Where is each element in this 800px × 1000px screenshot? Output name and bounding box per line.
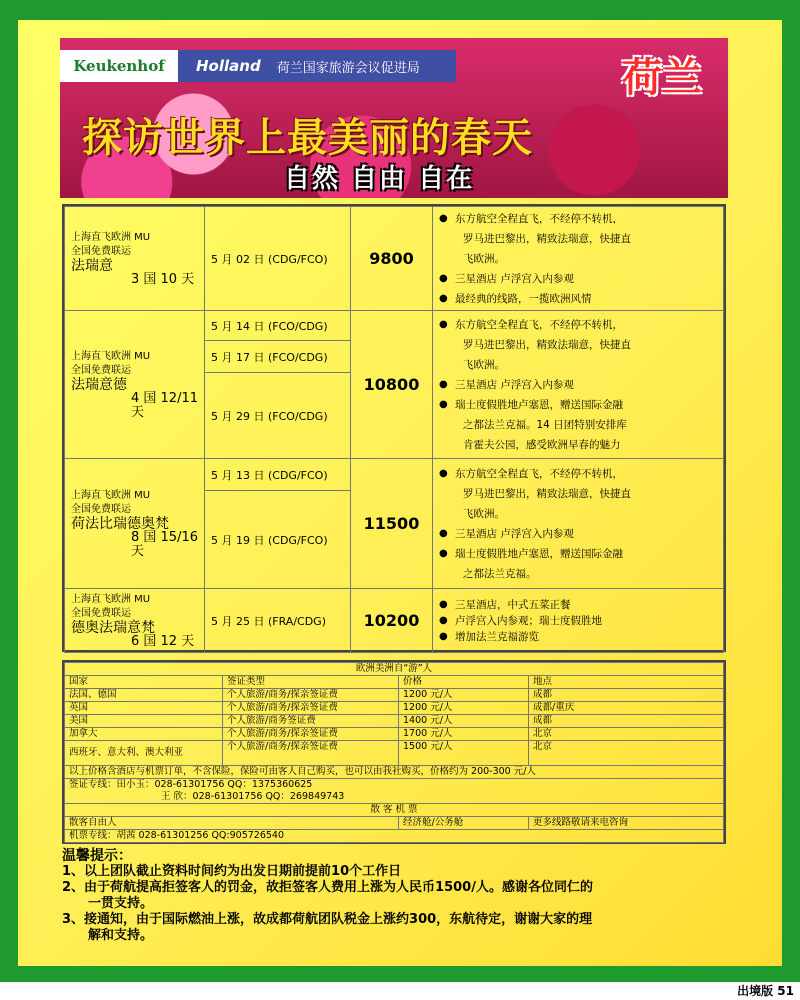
visa-cell: 1400 元/人 <box>399 715 529 728</box>
feature-item <box>439 209 717 229</box>
tour-name: 荷法比瑞德奥梵 <box>71 515 169 532</box>
feature-item <box>439 629 717 645</box>
keukenhof-logo: Keukenhof <box>60 50 178 82</box>
tour-price: 9800 <box>351 207 433 311</box>
visa-cell: 北京 <box>529 741 724 766</box>
visa-row <box>65 728 724 741</box>
feature-text: 罗马进巴黎出，精致法瑞意，快捷直 <box>463 338 631 351</box>
visa-row <box>65 702 724 715</box>
visa-cell: 西班牙、意大利、澳大利亚 <box>65 741 223 766</box>
feature-item <box>439 524 717 544</box>
visa-row <box>65 689 724 702</box>
visa-contact: 签证专线：田小玉：028-61301756 QQ：1375360625 <box>65 779 724 792</box>
tip-item <box>62 864 742 880</box>
feature-item <box>439 395 717 415</box>
visa-header: 签证类型 <box>223 676 399 689</box>
route-line: 全国免费联运 <box>71 607 131 619</box>
feature-text: 东方航空全程直飞，不经停不转机， <box>455 212 623 225</box>
feature-text: 三星酒店 卢浮宫入内参观 <box>455 527 574 540</box>
tour-route <box>65 459 205 589</box>
route-line: 全国免费联运 <box>71 364 131 376</box>
tour-duration: 6 国 12 天 <box>131 633 195 649</box>
feature-text: 东方航空全程直飞，不经停不转机， <box>455 318 623 331</box>
ticket-cell: 散客自由人 <box>65 817 399 830</box>
tip-text: 解和支持。 <box>88 928 154 943</box>
visa-cell: 英国 <box>65 702 223 715</box>
feature-item <box>439 315 717 335</box>
visa-cell: 1200 元/人 <box>399 689 529 702</box>
tour-route <box>65 311 205 459</box>
visa-contact: 王 欣：028-61301756 QQ：269849743 <box>65 791 724 804</box>
ticket-cell: 经济舱/公务舱 <box>399 817 529 830</box>
tour-features <box>433 207 724 311</box>
tip-text: 2、由于荷航提高拒签客人的罚金，故拒签客人费用上涨为人民币1500/人。感谢各位同仁的 <box>62 880 593 895</box>
tour-price: 10800 <box>351 311 433 459</box>
banner-title: 探访世界上最美丽的春天 <box>82 115 533 161</box>
tour-name: 德奥法瑞意梵 <box>71 619 155 636</box>
visa-cell: 个人旅游/商务/探亲签证费 <box>223 702 399 715</box>
holland-logo: Holland <box>196 57 261 75</box>
tour-price: 11500 <box>351 459 433 589</box>
tour-name: 法瑞意德 <box>71 376 127 393</box>
tour-row <box>65 589 724 653</box>
banner-subtitle: 自然 自由 自在 <box>284 164 475 194</box>
feature-text: 飞欧洲。 <box>463 507 505 520</box>
tour-features <box>433 459 724 589</box>
visa-cell: 北京 <box>529 728 724 741</box>
feature-text: 卢浮宫入内参观；瑞士度假胜地 <box>455 614 602 627</box>
feature-text: 罗马进巴黎出，精致法瑞意，快捷直 <box>463 487 631 500</box>
feature-item <box>439 544 717 564</box>
visa-cell: 成都/重庆 <box>529 702 724 715</box>
feature-text: 瑞士度假胜地卢塞恩，赠送国际金融 <box>455 398 623 411</box>
tour-features <box>433 311 724 459</box>
visa-cell: 成都 <box>529 715 724 728</box>
banner <box>60 38 728 198</box>
visa-table <box>62 660 726 844</box>
tour-route <box>65 207 205 311</box>
feature-text: 东方航空全程直飞，不经停不转机， <box>455 467 623 480</box>
tour-price: 10200 <box>351 589 433 653</box>
feature-item <box>439 464 717 484</box>
feature-text: 三星酒店 卢浮宫入内参观 <box>455 272 574 285</box>
ticket-title: 散 客 机 票 <box>65 804 724 817</box>
page-footer: 出境版 51 <box>737 984 794 998</box>
visa-cell: 个人旅游/商务签证费 <box>223 715 399 728</box>
tip-item <box>62 880 742 912</box>
visa-cell: 加拿大 <box>65 728 223 741</box>
route-line: 全国免费联运 <box>71 503 131 515</box>
feature-text: 瑞士度假胜地卢塞恩，赠送国际金融 <box>455 547 623 560</box>
feature-item <box>439 613 717 629</box>
tour-route <box>65 589 205 653</box>
visa-note: 以上价格含酒店与机票订单，不含保险，保险可由客人自己购买，也可以由我社购买，价格约为 200-300 元/人 <box>65 766 724 779</box>
visa-cell: 个人旅游/商务/探亲签证费 <box>223 689 399 702</box>
tour-duration: 8 国 15/16 天 <box>131 529 198 559</box>
tours-table <box>62 204 726 652</box>
tips-title: 温馨提示： <box>62 848 132 864</box>
visa-title: 欧洲美洲自“游”人 <box>65 663 724 676</box>
visa-cell: 1200 元/人 <box>399 702 529 715</box>
route-line: 上海直飞欧洲 MU <box>71 489 151 501</box>
feature-item <box>439 269 717 289</box>
feature-item <box>439 289 717 309</box>
feature-text: 肯霍夫公园，感受欧洲早春的魅力 <box>463 438 621 451</box>
tour-row <box>65 311 724 341</box>
tour-date: 5 月 19 日 (CDG/FCO) <box>205 491 351 589</box>
visa-header: 地点 <box>529 676 724 689</box>
visa-cell: 个人旅游/商务/探亲签证费 <box>223 741 399 766</box>
bureau-name: 荷兰国家旅游会议促进局 <box>276 60 420 76</box>
visa-row <box>65 741 724 766</box>
tour-date: 5 月 14 日 (FCO/CDG) <box>205 311 351 341</box>
visa-cell: 成都 <box>529 689 724 702</box>
tip-text: 3、接通知，由于国际燃油上涨，故成都荷航团队税金上涨约300，东航待定，谢谢大家的理 <box>62 912 593 927</box>
visa-cell: 美国 <box>65 715 223 728</box>
tip-item <box>62 912 742 944</box>
feature-text: 增加法兰克福游览 <box>455 630 539 643</box>
tour-date: 5 月 25 日 (FRA/CDG) <box>205 589 351 653</box>
visa-row <box>65 715 724 728</box>
feature-item <box>439 375 717 395</box>
feature-text: 飞欧洲。 <box>463 252 505 265</box>
route-line: 上海直飞欧洲 MU <box>71 231 151 243</box>
tip-text: 一贯支持。 <box>88 896 154 911</box>
route-line: 全国免费联运 <box>71 245 131 257</box>
tour-row <box>65 207 724 311</box>
route-line: 上海直飞欧洲 MU <box>71 593 151 605</box>
visa-header: 价格 <box>399 676 529 689</box>
feature-text: 三星酒店，中式五菜正餐 <box>455 598 571 611</box>
logo-strip <box>60 50 456 82</box>
ticket-row <box>65 817 724 830</box>
tour-duration: 3 国 10 天 <box>131 271 195 287</box>
visa-cell: 1500 元/人 <box>399 741 529 766</box>
visa-header: 国家 <box>65 676 223 689</box>
tour-duration: 4 国 12/11 天 <box>131 390 198 420</box>
feature-text: 最经典的线路，一揽欧洲风情 <box>455 292 592 305</box>
feature-item <box>439 597 717 613</box>
visa-header-row <box>65 676 724 689</box>
tip-text: 1、以上团队截止资料时间约为出发日期前提前10个工作日 <box>62 864 402 879</box>
feature-text: 罗马进巴黎出，精致法瑞意，快捷直 <box>463 232 631 245</box>
tour-date: 5 月 02 日 (CDG/FCO) <box>205 207 351 311</box>
route-line: 上海直飞欧洲 MU <box>71 350 151 362</box>
tour-date: 5 月 13 日 (CDG/FCO) <box>205 459 351 491</box>
tips-section <box>62 848 742 944</box>
ticket-contact: 机票专线：胡茜 028-61301256 QQ:905726540 <box>65 830 724 843</box>
feature-text: 飞欧洲。 <box>463 358 505 371</box>
holland-heading: 荷兰 <box>622 55 702 101</box>
tour-name: 法瑞意 <box>71 257 113 274</box>
ticket-cell: 更多线路敬请来电咨询 <box>529 817 724 830</box>
feature-text: 三星酒店 卢浮宫入内参观 <box>455 378 574 391</box>
tour-features <box>433 589 724 653</box>
tour-row <box>65 459 724 491</box>
visa-cell: 1700 元/人 <box>399 728 529 741</box>
visa-cell: 个人旅游/商务/探亲签证费 <box>223 728 399 741</box>
tour-date: 5 月 29 日 (FCO/CDG) <box>205 373 351 459</box>
feature-text: 之都法兰克福。14 日团特别安排库 <box>463 418 627 431</box>
visa-cell: 法国、德国 <box>65 689 223 702</box>
tour-date: 5 月 17 日 (FCO/CDG) <box>205 341 351 373</box>
feature-text: 之都法兰克福。 <box>463 567 537 580</box>
